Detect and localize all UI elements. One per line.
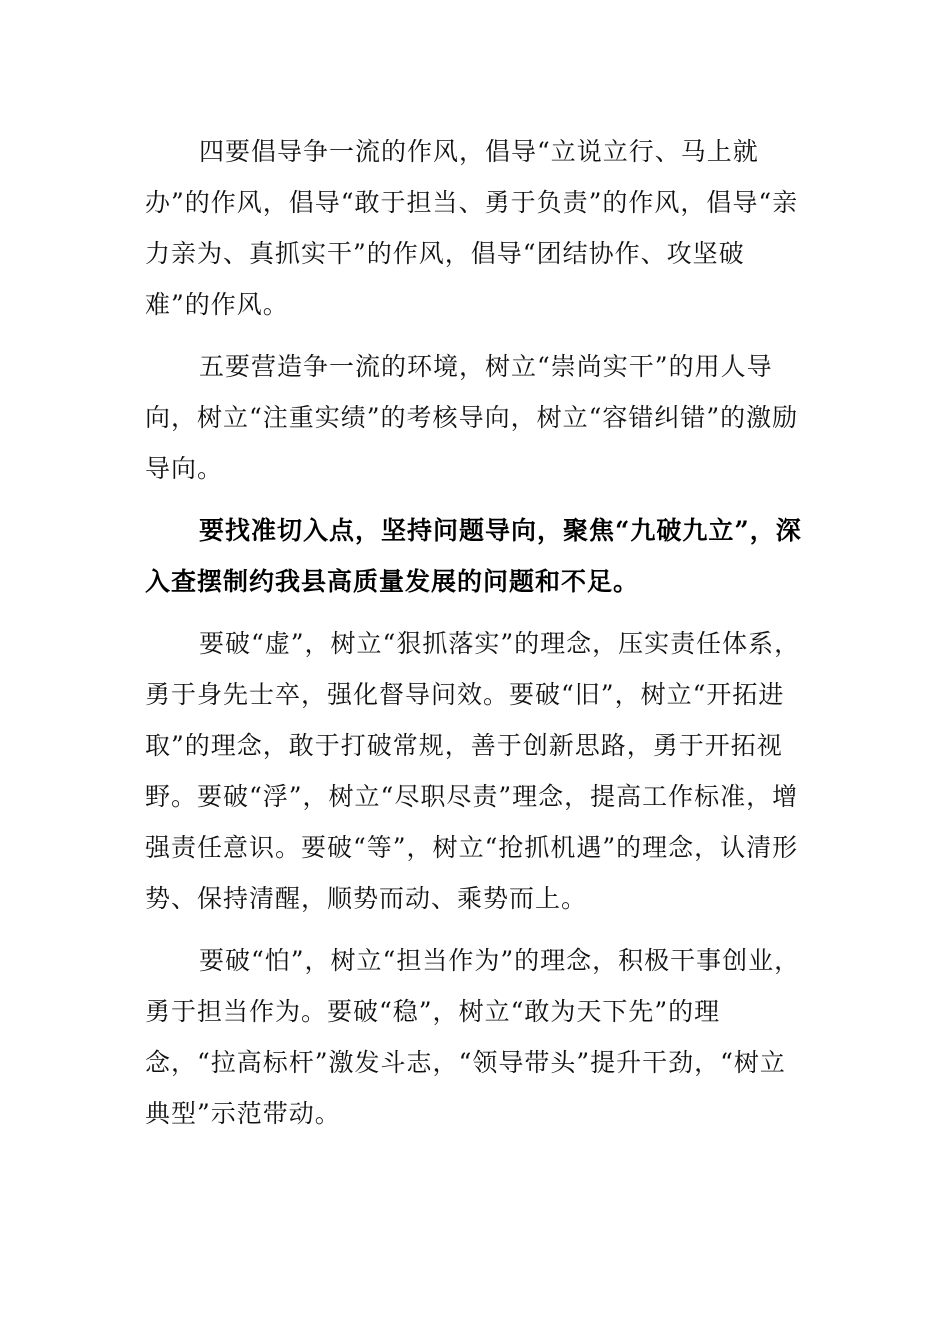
section-heading-breakthrough: 要找准切入点，坚持问题导向，聚焦“九破九立”，深入查摆制约我县高质量发展的问题和不足。 <box>145 516 802 596</box>
document-body <box>145 126 805 1139</box>
paragraph-break-and-establish-2: 要破“怕”，树立“担当作为”的理念，积极干事创业，勇于担当作为。要破“稳”，树立“敢为天下先”的理念，“拉高标杆”激发斗志，“领导带头”提升干劲，“树立典型”示范带动。 <box>145 946 801 1128</box>
paragraph-advocate-style: 四要倡导争一流的作风，倡导“立说立行、马上就办”的作风，倡导“敢于担当、勇于负责”的作风，倡导“亲力亲为、真抓实干”的作风，倡导“团结协作、攻坚破难”的作风。 <box>145 137 799 319</box>
paragraph-break-and-establish-1: 要破“虚”，树立“狠抓落实”的理念，压实责任体系，勇于身先士卒，强化督导问效。要破“旧”，树立“开拓进取”的理念，敢于打破常规，善于创新思路，勇于开拓视野。要破“浮”，树立“尽职尽责”理念，提高工作标准，增强责任意识。要破“等”，树立“抢抓机遇”的理念，认清形势、保持清醒，顺势而动、乘势而上。 <box>145 629 801 913</box>
paragraph-create-environment: 五要营造争一流的环境，树立“崇尚实干”的用人导向，树立“注重实绩”的考核导向，树立“容错纠错”的激励导向。 <box>145 352 799 483</box>
